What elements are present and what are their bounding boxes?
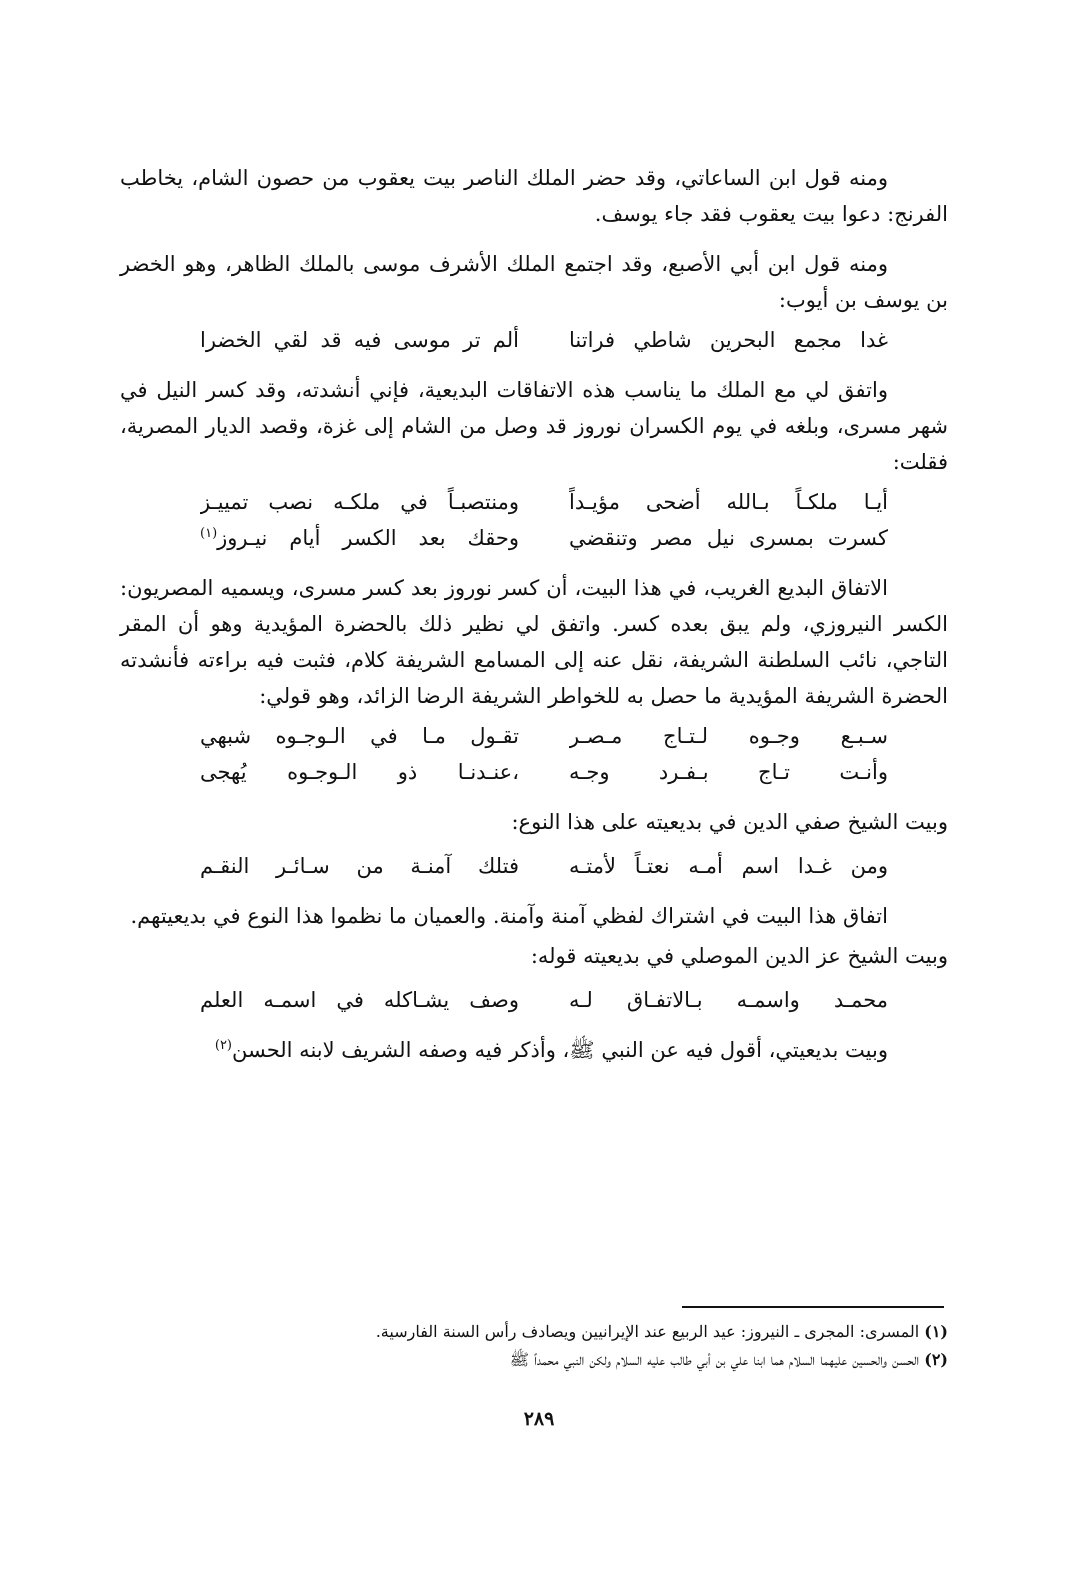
footnote [120,1318,948,1346]
paragraph: اتفاق هذا البيت في اشتراك لفظي آمنة وآمنة. والعميان ما نظموا هذا النوع في بديعيتهم. [130,904,888,928]
footnote-marker: (١) [200,526,218,541]
paragraph: وبيت الشيخ عز الدين الموصلي في بديعيته قوله: [530,944,948,968]
verse-line [120,520,948,556]
paragraph-text: وبيت بديعيتي، أقول فيه عن النبي ﷺ، وأذكر فيه وصفه الشريف لابنه الحسن [232,1038,888,1062]
verse-line [120,322,948,358]
verse-hemistich-second: ألم تر موسى فيه قد لقي الخضرا [200,328,519,352]
footnote-text: المسرى: المجرى ـ النيروز: عيد الربيع عند الإيرانيين ويصادف رأس السنة الفارسية. [375,1322,920,1341]
paragraph: الاتفاق البديع الغريب، في هذا البيت، أن كسر نوروز بعد كسر مسرى، ويسميه المصريون: الكسر النيروزي، ولم يبق بعده كسر. واتفق لي نظير ذلك بالحضرة المؤيدية وهو أن المقر التاجي، نائب السلطنة الشريفة، نقل عنه إلى المسامع الشريفة كلام، فثبت فيه براءته فأنشدته الحضرة الشريفة المؤيدية ما حصل به للخواطر الشريفة الرضا الزائد، وهو قولي: [120,576,948,708]
verse-hemistich-second: ،عنـدنـا ذو الـوجـوه يُهجى [200,760,519,784]
verse-hemistich-first: وأنـت تـاج بـفـرد وجـه [569,760,888,784]
paragraph: ومنه قول ابن الساعاتي، وقد حضر الملك الناصر بيت يعقوب من حصون الشام، يخاطب الفرنج: دعوا بيت يعقوب فقد جاء يوسف. [120,166,948,226]
verse-hemistich-second: ومنتصبـاً في ملكـه نصب تمييـز [200,490,519,514]
paragraph [120,1032,948,1068]
verse-hemistich-second: تقـول مـا في الـوجـوه شبهي [200,724,519,748]
verse-hemistich-second [200,520,519,556]
verse-line [120,754,948,790]
footnote-number: (٢) [924,1350,948,1369]
footnote-text: الحسن والحسين عليهما السلام هما ابنا علي بن أبي طالب عليه السلام ولكن النبي محمداً ﷺ [509,1350,920,1369]
verse-line [120,484,948,520]
page-body [120,160,948,1082]
footnote [120,1346,948,1374]
footnote-number: (١) [924,1322,948,1341]
verse-hemistich-first: كسرت بمسرى نيل مصر وتنقضي [569,526,888,550]
paragraph: واتفق لي مع الملك ما يناسب هذه الاتفاقات البديعية، فإني أنشدته، وقد كسر النيل في شهر مسرى، وبلغه في يوم الكسران نوروز قد وصل من الشام إلى غزة، وقصد الديار المصرية، فقلت: [120,378,948,474]
footnote-marker: (٢) [214,1038,232,1053]
verse-text: وحقك بعد الكسر أيام نيـروز [217,526,519,550]
footnote-divider [682,1306,944,1308]
verse-hemistich-first: سـبـع وجـوه لـتـاج مـصـر [569,724,888,748]
verse-hemistich-second: وصف يشـاكله في اسمـه العلم [200,988,519,1012]
verse-line [120,718,948,754]
verse-hemistich-first: غدا مجمع البحرين شاطي فراتنا [569,328,888,352]
paragraph: ومنه قول ابن أبي الأصبع، وقد اجتمع الملك الأشرف موسى بالملك الظاهر، وهو الخضر بن يوسف بن أيوب: [120,252,948,312]
verse-hemistich-first: محمـد واسمـه بـالاتفـاق لـه [569,988,888,1012]
verse-hemistich-first: أيـا ملكـاً بـالله أضحى مؤيـداً [569,490,888,514]
paragraph: وبيت الشيخ صفي الدين في بديعيته على هذا النوع: [511,810,948,834]
verse-hemistich-second: فتلك آمنـة من سـائـر النقـم [200,854,519,878]
page-number: ٢٨٩ [523,1408,555,1430]
verse-line [120,848,948,884]
footnotes [120,1318,948,1374]
verse-line [120,982,948,1018]
verse-hemistich-first: ومن غـدا اسم أمـه نعتـاً لأمتـه [569,854,888,878]
